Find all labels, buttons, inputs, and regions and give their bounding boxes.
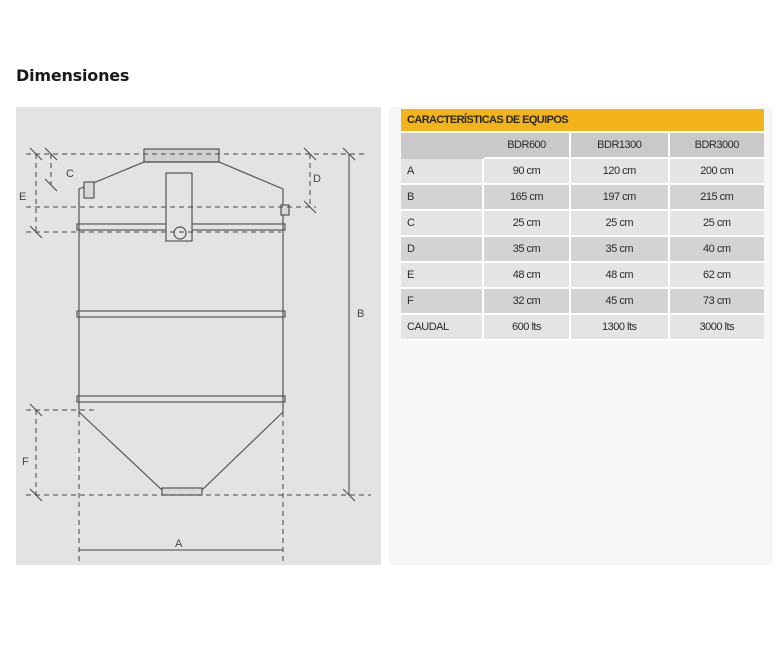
dim-label-f: F [22, 456, 29, 468]
table-cell: 215 cm [670, 185, 764, 211]
tank-dimension-diagram [16, 107, 381, 565]
table-cell: 25 cm [571, 211, 670, 237]
dim-label-d: D [313, 173, 321, 185]
row-label: C [401, 211, 484, 237]
tank-band-3 [77, 396, 285, 402]
dim-label-c: C [66, 168, 74, 180]
table-cell: 200 cm [670, 159, 764, 185]
table-cell: 48 cm [484, 263, 571, 289]
table-cell: 25 cm [670, 211, 764, 237]
table-cell: 165 cm [484, 185, 571, 211]
table-cell: 120 cm [571, 159, 670, 185]
table-cell: 3000 lts [670, 315, 764, 341]
table-row [401, 315, 764, 341]
table-cell: 197 cm [571, 185, 670, 211]
table-cell: 32 cm [484, 289, 571, 315]
tank-band-2 [77, 311, 285, 317]
table-cell: 90 cm [484, 159, 571, 185]
table-cell: 45 cm [571, 289, 670, 315]
col-bdr1300: BDR1300 [571, 133, 670, 159]
row-label: B [401, 185, 484, 211]
table-row [401, 289, 764, 315]
table-cell: 25 cm [484, 211, 571, 237]
table-row [401, 237, 764, 263]
row-label: E [401, 263, 484, 289]
equipment-specs-table [401, 109, 764, 341]
table-cell: 73 cm [670, 289, 764, 315]
tank-cone [79, 412, 283, 490]
table-cell: 1300 lts [571, 315, 670, 341]
table-row [401, 263, 764, 289]
page-title: Dimensiones [16, 66, 130, 85]
table-cell: 48 cm [571, 263, 670, 289]
table-cell: 35 cm [571, 237, 670, 263]
row-label: F [401, 289, 484, 315]
table-cell: 62 cm [670, 263, 764, 289]
row-label: CAUDAL [401, 315, 484, 341]
table-header: CARACTERÍSTICAS DE EQUIPOS [401, 109, 764, 133]
dim-label-b: B [357, 308, 365, 320]
table-row [401, 185, 764, 211]
col-bdr600: BDR600 [484, 133, 571, 159]
side-valve [84, 182, 94, 198]
tank-cap [144, 149, 219, 162]
table-row [401, 211, 764, 237]
table-row [401, 159, 764, 185]
table-cell: 35 cm [484, 237, 571, 263]
row-label: A [401, 159, 484, 185]
blank-corner [401, 133, 484, 159]
tank-drawing [16, 107, 381, 565]
table-cell: 600 lts [484, 315, 571, 341]
col-bdr3000: BDR3000 [670, 133, 764, 159]
dim-label-a: A [175, 538, 183, 550]
drain-outlet [162, 488, 202, 495]
dimension-lines [26, 154, 371, 565]
table-cell: 40 cm [670, 237, 764, 263]
dim-label-e: E [19, 191, 27, 203]
row-label: D [401, 237, 484, 263]
